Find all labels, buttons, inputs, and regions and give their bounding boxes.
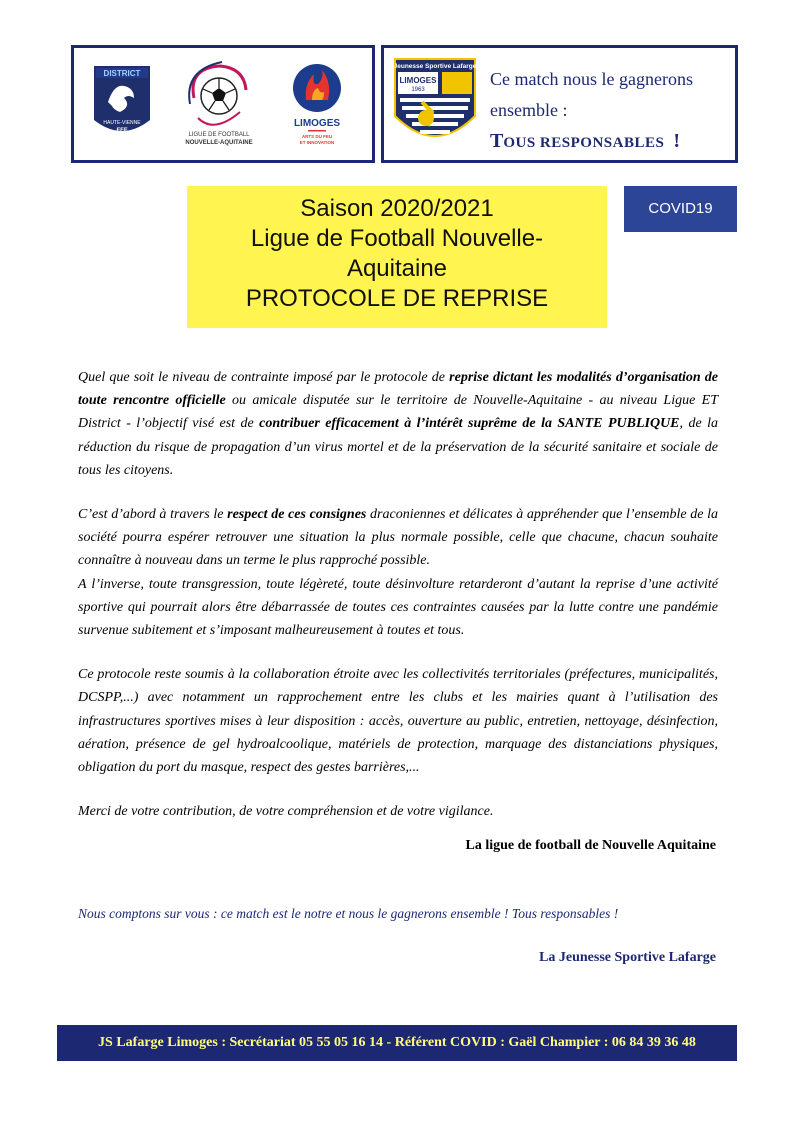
- season-title-box: [187, 186, 607, 328]
- title-ligue: Ligue de Football Nouvelle-: [250, 225, 544, 252]
- ligue-signature: La ligue de football de Nouvelle Aquitaine: [465, 838, 716, 853]
- paragraph-5: Merci de votre contribution, de votre compréhension et de votre vigilance.: [78, 804, 494, 820]
- partner-logos-box: [71, 45, 375, 163]
- district-haute-vienne-fff-logo: [90, 62, 154, 148]
- closing-message: Nous comptons sur vous : ce match est le notre et nous le gagnerons ensemble ! Tous responsables !: [78, 906, 619, 921]
- club-slogan: [490, 64, 735, 159]
- paragraph-2: C’est d’abord à travers le respect de ces consignes draconiennes et délicates à appréhender que l’ensemble de la société pourra espérer retrouver une situation la plus normale possible, celle que chacune, chacun souhaite connaître à nouveau dans un terme le plus rapproché possible.: [78, 507, 718, 569]
- slogan-line-3: [490, 126, 735, 159]
- slogan-initial: T: [490, 130, 504, 152]
- paragraph-3: A l’inverse, toute transgression, toute légèreté, toute désinvolture retarderont d’autant la reprise d’une activité sportive qui pourrait alors être débarrassée de toutes ces contraintes causées par la lutte contre une pandémie survenue subitement et s’imposant malheureusement à toutes et tous.: [78, 576, 718, 639]
- svg-text:HAUTE-VIENNE: HAUTE-VIENNE: [103, 120, 141, 126]
- svg-text:1963: 1963: [411, 87, 425, 93]
- title-protocol: PROTOCOLE DE REPRISE: [245, 285, 549, 312]
- svg-text:LIMOGES: LIMOGES: [399, 76, 437, 85]
- slogan-exclamation: !: [673, 130, 680, 152]
- svg-text:LIGUE DE FOOTBALL: LIGUE DE FOOTBALL: [188, 132, 250, 138]
- protocol-body: [78, 366, 718, 823]
- slogan-responsables: OUS RESPONSABLES: [503, 135, 665, 151]
- club-signature: La Jeunesse Sportive Lafarge: [539, 950, 716, 965]
- svg-text:NOUVELLE-AQUITAINE: NOUVELLE-AQUITAINE: [185, 140, 253, 146]
- svg-text:Jeunesse Sportive Lafarge: Jeunesse Sportive Lafarge: [393, 63, 477, 70]
- slogan-line-2: ensemble :: [490, 100, 568, 120]
- svg-text:FFF: FFF: [116, 128, 128, 134]
- slogan-line-1: Ce match nous le gagnerons: [490, 69, 693, 89]
- svg-text:ET INNOVATION: ET INNOVATION: [299, 140, 335, 145]
- contact-footer: JS Lafarge Limoges : Secrétariat 05 55 05 16 14 - Référent COVID : Gaël Champier : 06 84 39 36 48: [57, 1025, 737, 1061]
- ligue-nouvelle-aquitaine-logo: [174, 60, 264, 152]
- svg-text:LIMOGES: LIMOGES: [293, 118, 341, 129]
- title-ligue-cont: Aquitaine: [346, 255, 448, 282]
- club-slogan-box: [381, 45, 738, 163]
- svg-text:ARTS DU FEU: ARTS DU FEU: [301, 134, 333, 139]
- paragraph-1: Quel que soit le niveau de contrainte imposé par le protocole de reprise dictant les modalités d’organisation de toute rencontre officielle ou amicale disputée sur le territoire de Nouvelle-Aquitaine - au niveau Ligue ET District - l’objectif visé est de contribuer efficacement à l’intérêt suprême de la SANTE PUBLIQUE, de la réduction du risque de propagation d’un virus mortel et de la préservation de la sécurité sanitaire et sociale de tous les citoyens.: [78, 370, 718, 478]
- covid-badge: COVID19: [624, 186, 737, 232]
- jeunesse-sportive-lafarge-crest: [392, 56, 478, 154]
- paragraph-4: Ce protocole reste soumis à la collaboration étroite avec les collectivités territoriales (préfectures, municipalités, DCSPP,...) avec notamment un rapprochement entre les clubs et les mairies quant à l’utilisation des infrastructures sportives mises à leur disposition : accès, ouverture au public, entretien, nettoyage, désinfection, aération, présence de gel hydroalcoolique, matériels de protection, marquage des distanciations physiques, obligation du port du masque, respect des gestes barrières,...: [78, 667, 718, 776]
- limoges-city-logo: [284, 60, 350, 152]
- title-season: Saison 2020/2021: [300, 195, 494, 222]
- svg-text:DISTRICT: DISTRICT: [103, 69, 141, 78]
